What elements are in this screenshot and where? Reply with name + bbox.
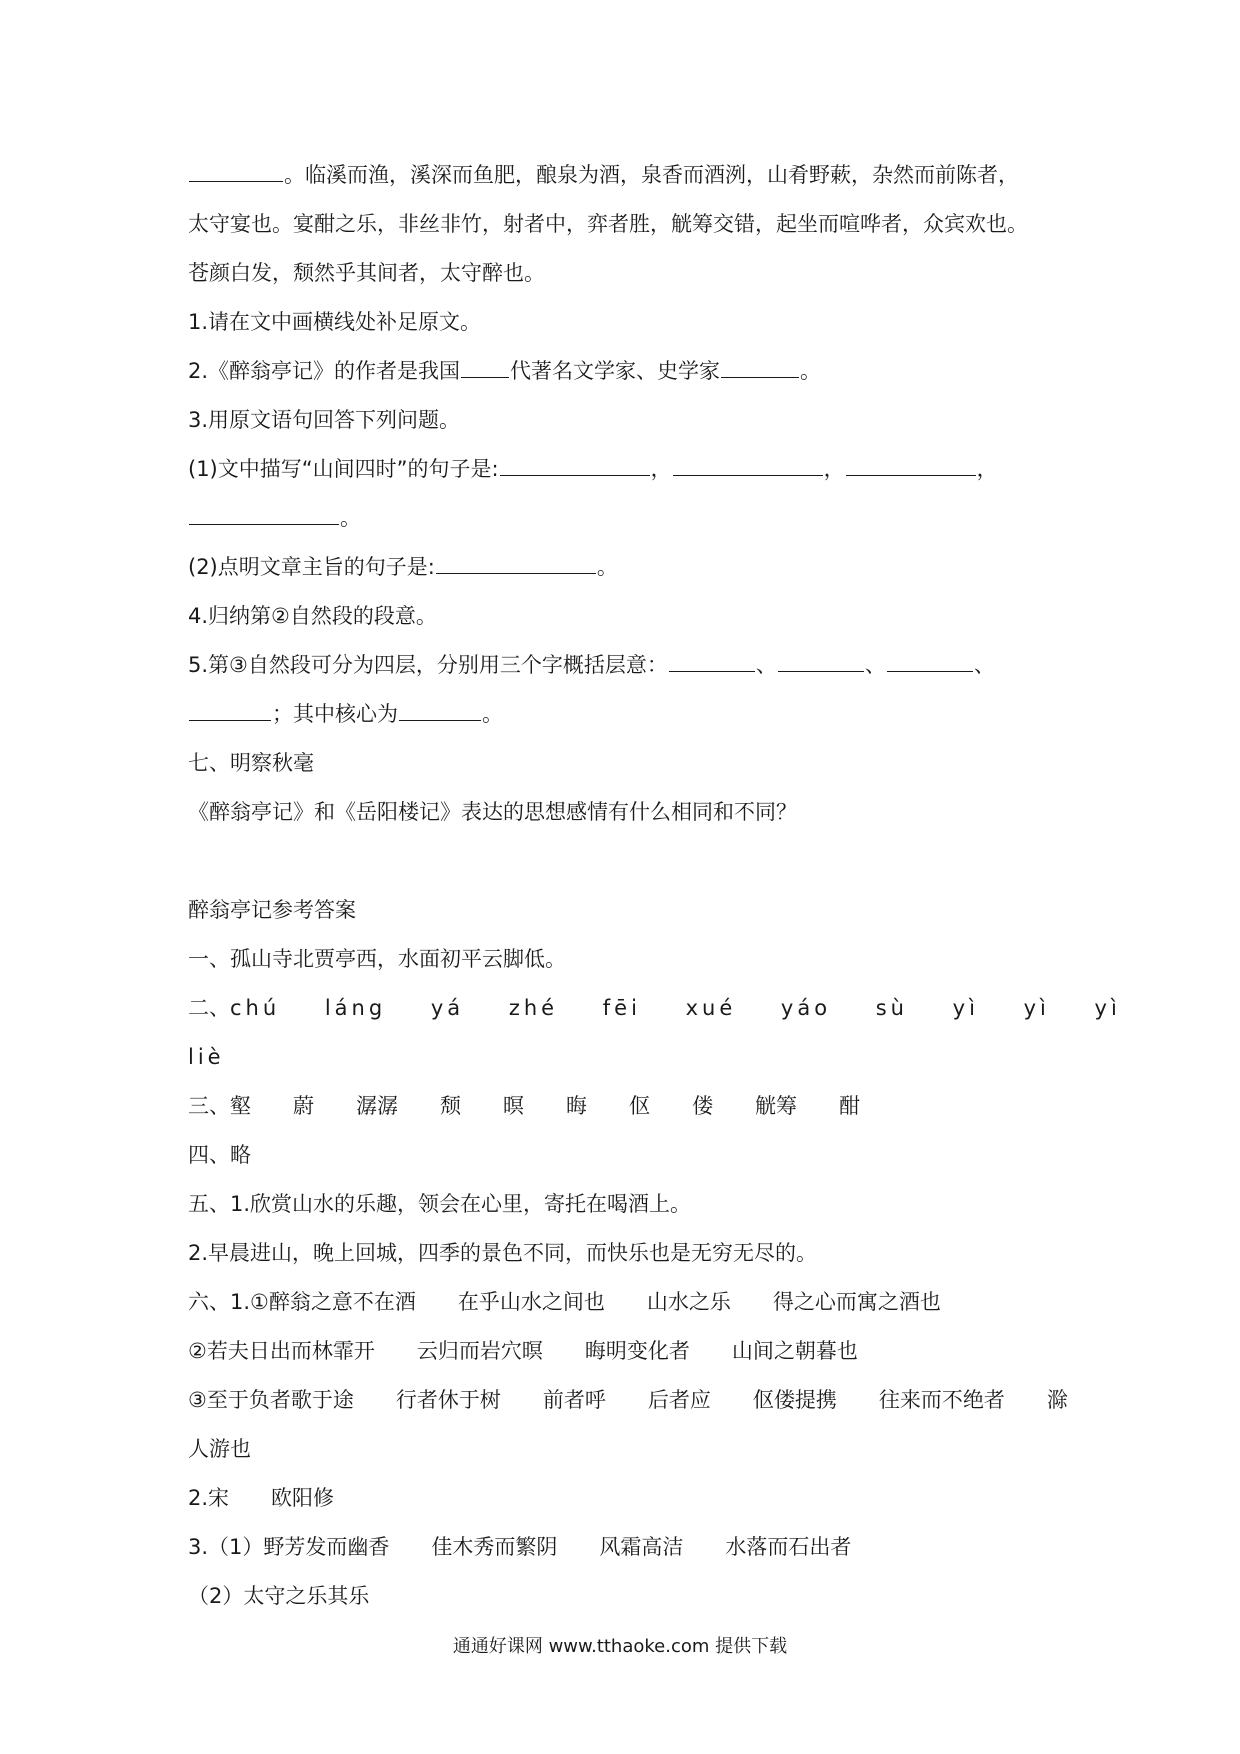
- question-3-1-cont: [188, 503, 1064, 533]
- fill-blank: [189, 700, 271, 721]
- fill-blank: [673, 455, 823, 476]
- section-7-title: 七、明察秋毫: [188, 751, 314, 775]
- question-3-2: [188, 552, 1064, 582]
- answer-4: 四、略: [188, 1143, 251, 1167]
- answer-6-1: 六、1.①醉翁之意不在酒 在乎山水之间也 山水之乐 得之心而寓之酒也: [188, 1290, 941, 1314]
- answer-6-4: 2.宋 欧阳修: [188, 1486, 335, 1510]
- fill-blank: [778, 651, 864, 672]
- question-2: [188, 356, 1064, 386]
- answer-5-2: 2.早晨进山，晚上回城，四季的景色不同，而快乐也是无穷无尽的。: [188, 1241, 818, 1265]
- question-2-text-c: 。: [800, 359, 822, 383]
- answer-2-pinyin: chú láng yá zhé fēi xué yáo sù yì yì yì: [230, 996, 1121, 1020]
- fill-blank: [436, 553, 596, 574]
- answers-title: 醉翁亭记参考答案: [188, 898, 356, 922]
- punct: 。: [482, 702, 503, 726]
- passage-line-1: [188, 160, 1064, 190]
- fill-blank: [189, 161, 283, 182]
- answer-6-2: ②若夫日出而林霏开 云归而岩穴暝 晦明变化者 山间之朝暮也: [188, 1339, 858, 1363]
- fill-blank: [500, 455, 650, 476]
- passage-line-3: 苍颜白发，颓然乎其间者，太守醉也。: [188, 261, 545, 285]
- question-1: 1.请在文中画横线处补足原文。: [188, 310, 482, 334]
- fill-blank: [189, 504, 339, 525]
- answer-3: 三、壑 蔚 潺潺 颓 暝 晦 伛 偻 觥筹 酣: [188, 1094, 860, 1118]
- answer-2-cont: liè: [188, 1045, 225, 1069]
- fill-blank: [721, 357, 799, 378]
- punct: ，: [823, 457, 845, 481]
- footer-text: 通通好课网 www.tthaoke.com 提供下载: [452, 1636, 788, 1657]
- fill-blank: [669, 651, 755, 672]
- punct: 、: [973, 653, 995, 677]
- question-4: 4.归纳第②自然段的段意。: [188, 604, 437, 628]
- answer-6-3-cont: 人游也: [188, 1437, 251, 1461]
- fill-blank: [461, 357, 509, 378]
- punct: 、: [755, 653, 777, 677]
- answer-5-1: 五、1.欣赏山水的乐趣，领会在心里，寄托在喝酒上。: [188, 1192, 692, 1216]
- question-2-text-a: 2.《醉翁亭记》的作者是我国: [188, 359, 461, 383]
- question-3-1-text: (1)文中描写“山间四时”的句子是:: [188, 457, 499, 481]
- question-3: 3.用原文语句回答下列问题。: [188, 408, 461, 432]
- punct: 。: [340, 506, 361, 530]
- question-5-text-b: ；其中核心为: [272, 702, 398, 726]
- answer-6-3: ③至于负者歌于途 行者休于树 前者呼 后者应 伛偻提携 往来而不绝者 滁: [188, 1388, 1068, 1412]
- fill-blank: [846, 455, 976, 476]
- question-5-text: 5.第③自然段可分为四层，分别用三个字概括层意：: [188, 653, 668, 677]
- question-5-cont: [188, 699, 1064, 729]
- punct: 、: [864, 653, 886, 677]
- punct: 。: [596, 555, 618, 579]
- answer-1: 一、孤山寺北贾亭西，水面初平云脚低。: [188, 947, 566, 971]
- section-7-question: 《醉翁亭记》和《岳阳楼记》表达的思想感情有什么相同和不同？: [188, 800, 797, 824]
- passage-line-2: 太守宴也。宴酣之乐，非丝非竹，射者中，弈者胜，觥筹交错，起坐而喧哗者，众宾欢也。: [188, 212, 1028, 236]
- answer-6-6: （2）太守之乐其乐: [188, 1584, 370, 1608]
- answer-2-prefix: 二、: [188, 996, 230, 1020]
- punct: ，: [976, 457, 998, 481]
- passage-text: 。临溪而渔，溪深而鱼肥，酿泉为酒，泉香而酒洌，山肴野蔌，杂然而前陈者，: [284, 163, 1019, 187]
- fill-blank: [399, 700, 481, 721]
- question-3-1: [188, 454, 1064, 484]
- punct: ，: [650, 457, 672, 481]
- answer-2: [188, 993, 1121, 1023]
- answer-6-5: 3.（1）野芳发而幽香 佳木秀而繁阴 风霜高洁 水落而石出者: [188, 1535, 852, 1559]
- fill-blank: [887, 651, 973, 672]
- question-2-text-b: 代著名文学家、史学家: [510, 359, 721, 383]
- question-3-2-text: (2)点明文章主旨的句子是:: [188, 555, 435, 579]
- question-5: [188, 650, 1064, 680]
